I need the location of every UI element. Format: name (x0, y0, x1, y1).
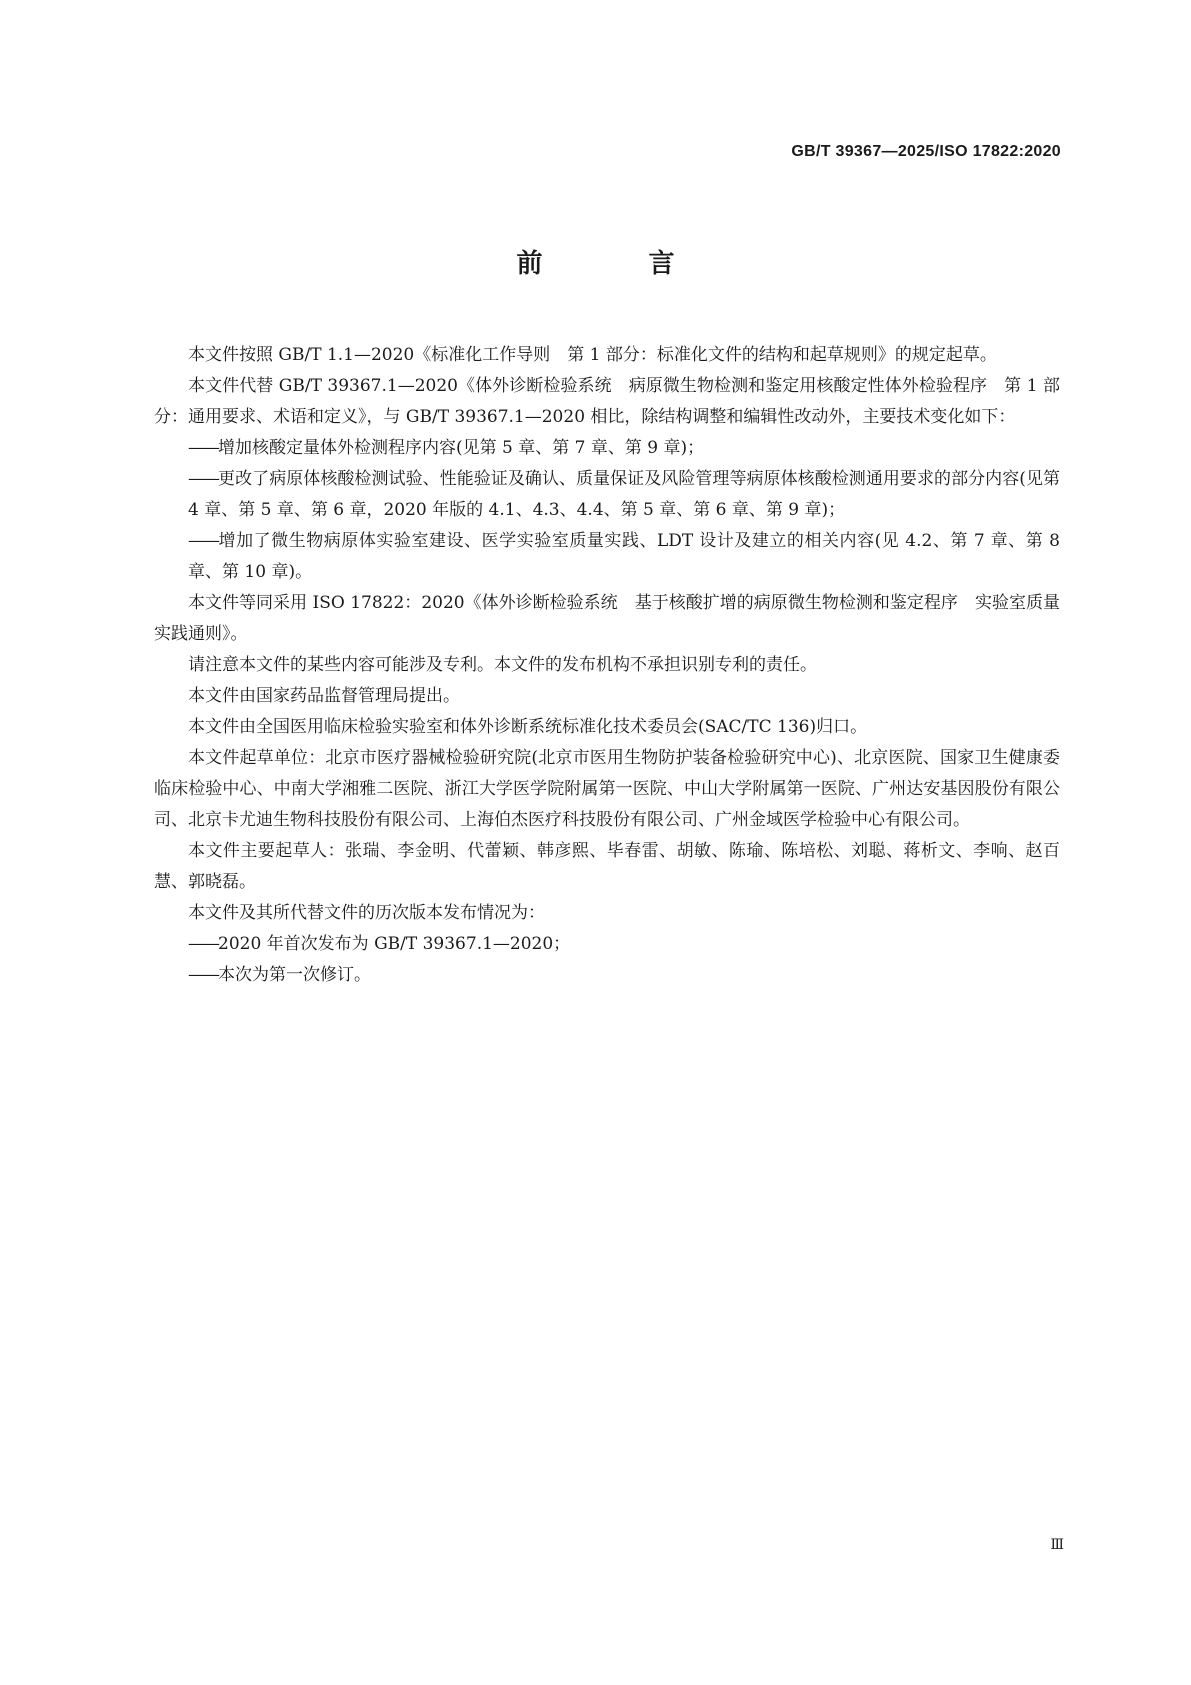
paragraph: 本文件由全国医用临床检验实验室和体外诊断系统标准化技术委员会(SAC/TC 136)归口。 (188, 717, 868, 737)
history-item (154, 929, 1060, 960)
dash-marker: —— (188, 934, 218, 954)
page-title: 前 言 (516, 249, 715, 279)
dash-marker: —— (188, 438, 218, 458)
change-item-text: 增加了微生物病原体实验室建设、医学实验室质量实践、LDT 设计及建立的相关内容(见 4.2、第 7 章、第 8 章、第 10 章)。 (188, 531, 1060, 582)
standard-code: GB/T 39367—2025/ISO 17822:2020 (791, 143, 1061, 160)
paragraph: 本文件起草单位：北京市医疗器械检验研究院(北京市医用生物防护装备检验研究中心)、北京医院、国家卫生健康委临床检验中心、中南大学湘雅二医院、浙江大学医学院附属第一医院、中山大学附属第一医院、广州达安基因股份有限公司、北京卡尤迪生物科技股份有限公司、上海伯杰医疗科技股份有限公司、广州金域医学检验中心有限公司。 (154, 748, 1060, 830)
change-item (154, 433, 1060, 464)
paragraph: 请注意本文件的某些内容可能涉及专利。本文件的发布机构不承担识别专利的责任。 (188, 655, 817, 675)
page-number: Ⅲ (1050, 1537, 1063, 1553)
paragraph: 本文件等同采用 ISO 17822：2020《体外诊断检验系统 基于核酸扩增的病原微生物检测和鉴定程序 实验室质量实践通则》。 (154, 593, 1060, 644)
history-item-text: 本次为第一次修订。 (218, 965, 371, 985)
history-item (154, 960, 1060, 991)
paragraph: 本文件及其所代替文件的历次版本发布情况为： (188, 903, 545, 923)
dash-marker: —— (188, 965, 218, 985)
change-item-text: 增加核酸定量体外检测程序内容(见第 5 章、第 7 章、第 9 章)； (218, 438, 705, 458)
dash-marker: —— (188, 531, 218, 551)
change-item (154, 526, 1060, 588)
change-item (154, 464, 1060, 526)
change-item-text: 更改了病原体核酸检测试验、性能验证及确认、质量保证及风险管理等病原体核酸检测通用要求的部分内容(见第 4 章、第 5 章、第 6 章，2020 年版的 4.1、4.3、4.4、第 5 章、第 6 章、第 9 章)； (188, 469, 1060, 520)
paragraph: 本文件由国家药品监督管理局提出。 (188, 686, 460, 706)
paragraph: 本文件代替 GB/T 39367.1—2020《体外诊断检验系统 病原微生物检测和鉴定用核酸定性体外检验程序 第 1 部分：通用要求、术语和定义》，与 GB/T 39367.1—2020 相比，除结构调整和编辑性改动外，主要技术变化如下： (154, 376, 1060, 427)
dash-marker: —— (188, 469, 218, 489)
document-body (154, 340, 1060, 991)
history-item-text: 2020 年首次发布为 GB/T 39367.1—2020； (218, 934, 571, 954)
paragraph: 本文件主要起草人：张瑞、李金明、代蕾颖、韩彦熙、毕春雷、胡敏、陈瑜、陈培松、刘聪、蒋析文、李响、赵百慧、郭晓磊。 (154, 841, 1060, 892)
paragraph: 本文件按照 GB/T 1.1—2020《标准化工作导则 第 1 部分：标准化文件的结构和起草规则》的规定起草。 (188, 345, 997, 365)
